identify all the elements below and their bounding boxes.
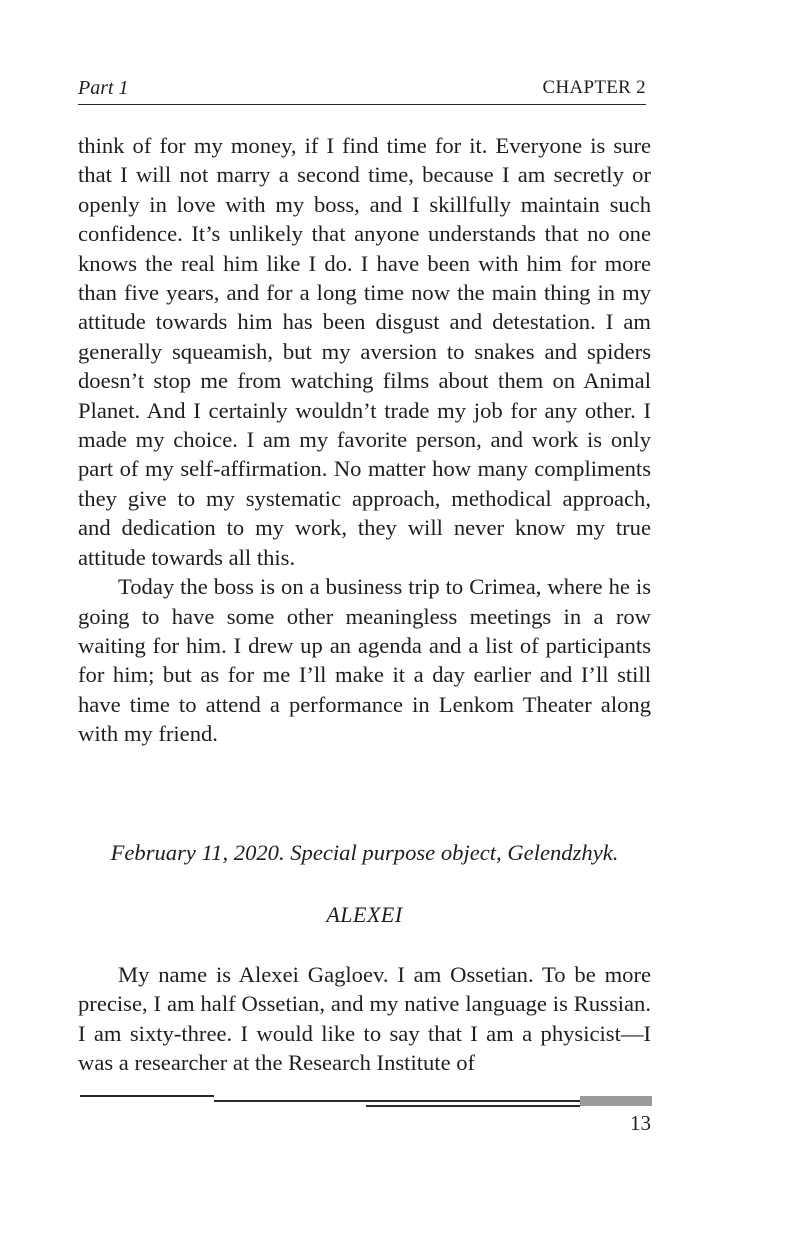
running-header [78, 76, 646, 105]
footer-rule-lower [366, 1105, 580, 1107]
section-body [78, 960, 651, 1078]
section-paragraph-1: My name is Alexei Gagloev. I am Ossetian. To be more precise, I am half Ossetian, and my native language is Russian. I am sixty-three. I would like to say that I am a physicist—I was a researcher at the Research Institute of [78, 962, 651, 1076]
section-heading: ALEXEI [326, 902, 403, 927]
body-paragraph-1: think of for my money, if I find time for it. Everyone is sure that I will not marry a second time, because I am secretly or openly in love with my boss, and I skillfully maintain such confidence. It’s unlikely that anyone understands that no one knows the real him like I do. I have been with him for more than five years, and for a long time now the main thing in my attitude towards him has been disgust and detestation. I am generally squeamish, but my aversion to snakes and spiders doesn’t stop me from watching films about them on Animal Planet. And I certainly wouldn’t trade my job for any other. I made my choice. I am my favorite person, and work is only part of my self-affirmation. No matter how many compliments they give to my systematic approach, methodical approach, and dedication to my work, they will never know my true attitude towards all this. [78, 133, 651, 570]
footer-rule-accent [580, 1096, 652, 1106]
part-label: Part 1 [78, 77, 129, 99]
footer-rule-middle [214, 1100, 580, 1102]
chapter-label: CHAPTER 2 [542, 77, 646, 98]
footer-rules [0, 1090, 798, 1110]
page-number: 13 [630, 1111, 651, 1135]
body-paragraph-2: Today the boss is on a business trip to Crimea, where he is going to have some other meaningless meetings in a row waiting for him. I drew up an agenda and a list of participants for him; but as for me I’ll make it a day earlier and I’ll still have time to attend a performance in Lenkom Theater along with my friend. [78, 574, 651, 747]
body-text [78, 131, 651, 749]
section-dateline: February 11, 2020. Special purpose object, Gelendzhyk. [110, 840, 619, 865]
footer-rule-left [80, 1095, 214, 1097]
